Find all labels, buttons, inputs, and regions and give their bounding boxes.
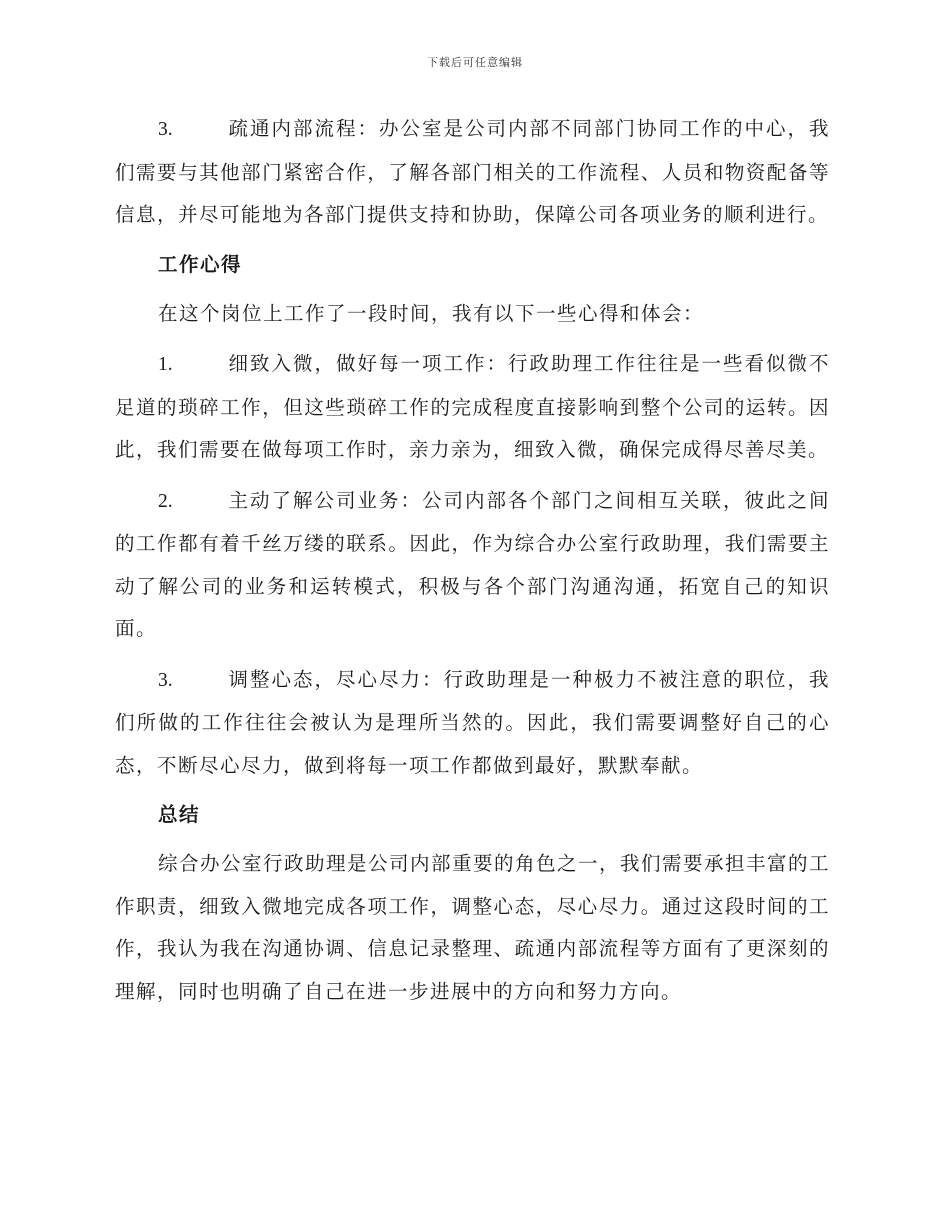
list-item-number: 3. — [158, 119, 173, 140]
list-item-text: 主动了解公司业务：公司内部各个部门之间相互关联，彼此之间的工作都有着千丝万缕的联系。因此，作为综合办公室行政助理，我们需要主动了解公司的业务和运转模式，积极与各个部门沟通沟通，拓宽自己的知识面。 — [115, 488, 830, 640]
list-item-text: 疏通内部流程：办公室是公司内部不同部门协同工作的中心，我们需要与其他部门紧密合作，了解各部门相关的工作流程、人员和物资配备等信息，并尽可能地为各部门提供支持和协助，保障公司各项业务的顺利进行。 — [115, 117, 830, 226]
list-item — [115, 343, 830, 472]
list-item-number: 1. — [158, 354, 173, 375]
list-item-text: 调整心态，尽心尽力：行政助理是一种极力不被注意的职位，我们所做的工作往往会被认为是理所当然的。因此，我们需要调整好自己的心态，不断尽心尽力，做到将每一项工作都做到最好，默默奉献。 — [115, 667, 830, 777]
section-heading-experience: 工作心得 — [158, 252, 243, 276]
section-lead: 在这个岗位上工作了一段时间，我有以下一些心得和体会： — [158, 301, 705, 325]
list-item — [115, 480, 830, 651]
page-header: 下载后可任意编辑 — [427, 56, 523, 69]
list-item — [115, 108, 830, 237]
list-item-number: 2. — [158, 490, 173, 512]
list-item-text: 细致入微，做好每一项工作：行政助理工作往往是一些看似微不足道的琐碎工作，但这些琐碎工作的完成程度直接影响到整个公司的运转。因此，我们需要在做每项工作时，亲力亲为，细致入微，确保完成得尽善尽美。 — [115, 352, 830, 461]
document-body — [115, 108, 830, 1021]
list-item — [115, 659, 830, 788]
section-heading-summary: 总结 — [158, 803, 201, 826]
list-item-number: 3. — [158, 669, 173, 691]
summary-paragraph: 综合办公室行政助理是公司内部重要的角色之一，我们需要承担丰富的工作职责，细致入微地完成各项工作，调整心态，尽心尽力。通过这段时间的工作，我认为我在沟通协调、信息记录整理、疏通内部流程等方面有了更深刻的理解，同时也明确了自己在进一步进展中的方向和努力方向。 — [115, 852, 831, 1003]
